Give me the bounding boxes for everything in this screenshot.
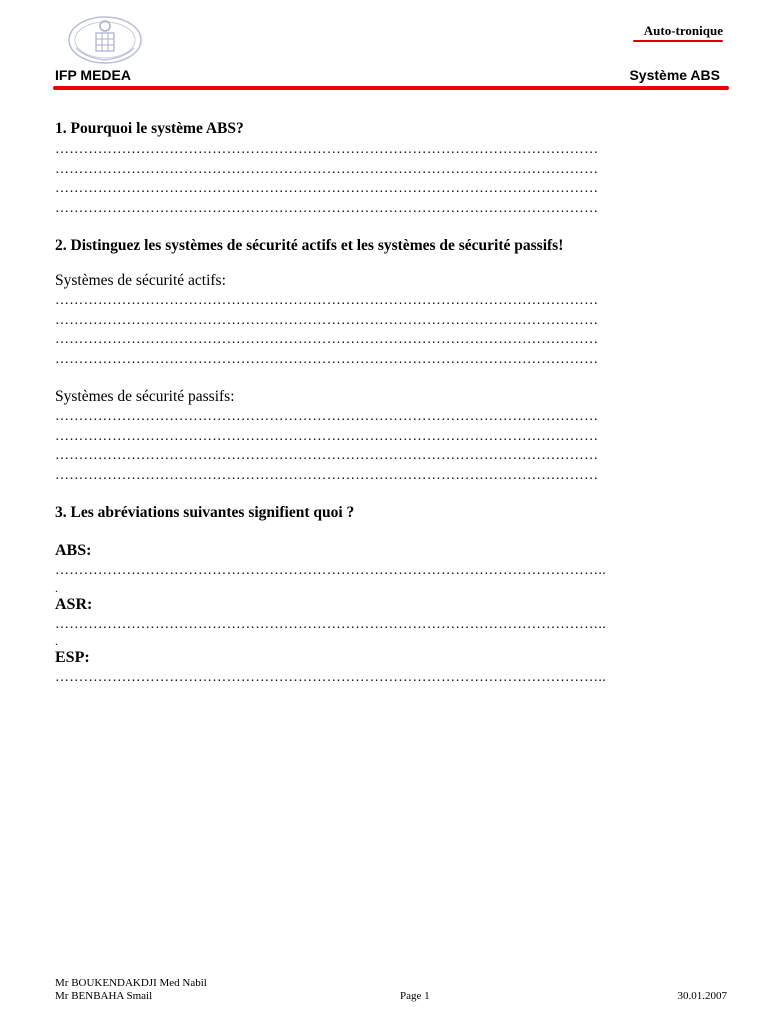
abs-label: ABS: <box>55 542 92 559</box>
org-name: IFP MEDEA <box>55 67 131 83</box>
author-2: Mr BENBAHA Smail <box>55 990 153 1002</box>
document-date: 30.01.2007 <box>677 990 727 1002</box>
answer-line: …………………………………………………………………………………………………… <box>55 409 599 424</box>
document-subject: Système ABS <box>629 67 720 83</box>
answer-line: …………………………………………………………………………………………………… <box>55 467 599 483</box>
answer-line-trail: . <box>55 634 59 648</box>
answer-line: …………………………………………………………………………………………………….. <box>55 616 606 632</box>
active-systems-label: Systèmes de sécurité actifs: <box>55 272 226 289</box>
answer-line: …………………………………………………………………………………………………… <box>55 428 599 444</box>
header-rule <box>53 86 729 90</box>
page-number: Page 1 <box>400 990 430 1002</box>
question-1-title: 1. Pourquoi le système ABS? <box>55 120 244 137</box>
author-1: Mr BOUKENDAKDJI Med Nabil <box>55 977 207 989</box>
question-3-title: 3. Les abréviations suivantes signifient quoi ? <box>55 504 355 521</box>
answer-line: …………………………………………………………………………………………………… <box>55 351 599 367</box>
page-footer <box>55 977 727 1003</box>
answer-line: …………………………………………………………………………………………………… <box>55 200 599 216</box>
answer-line: …………………………………………………………………………………………………… <box>55 448 599 463</box>
answer-line: …………………………………………………………………………………………………… <box>55 293 599 308</box>
answer-line: …………………………………………………………………………………………………… <box>55 332 599 347</box>
brand-underline <box>633 40 723 42</box>
institute-emblem-icon <box>66 14 144 66</box>
answer-line: …………………………………………………………………………………………………… <box>55 312 599 328</box>
passive-systems-label: Systèmes de sécurité passifs: <box>55 388 235 405</box>
answer-line: …………………………………………………………………………………………………… <box>55 142 599 157</box>
brand-title: Auto-tronique <box>643 23 723 38</box>
answer-line: …………………………………………………………………………………………………….. <box>55 563 606 578</box>
answer-line: …………………………………………………………………………………………………… <box>55 181 599 196</box>
worksheet-body <box>55 118 727 688</box>
answer-line: …………………………………………………………………………………………………… <box>55 161 599 177</box>
asr-label: ASR: <box>55 595 93 613</box>
answer-line-trail: . <box>55 580 59 595</box>
question-2-title: 2. Distinguez les systèmes de sécurité actifs et les systèmes de sécurité passifs! <box>55 237 564 254</box>
esp-label: ESP: <box>55 649 90 666</box>
answer-line: …………………………………………………………………………………………………….. <box>55 670 606 685</box>
